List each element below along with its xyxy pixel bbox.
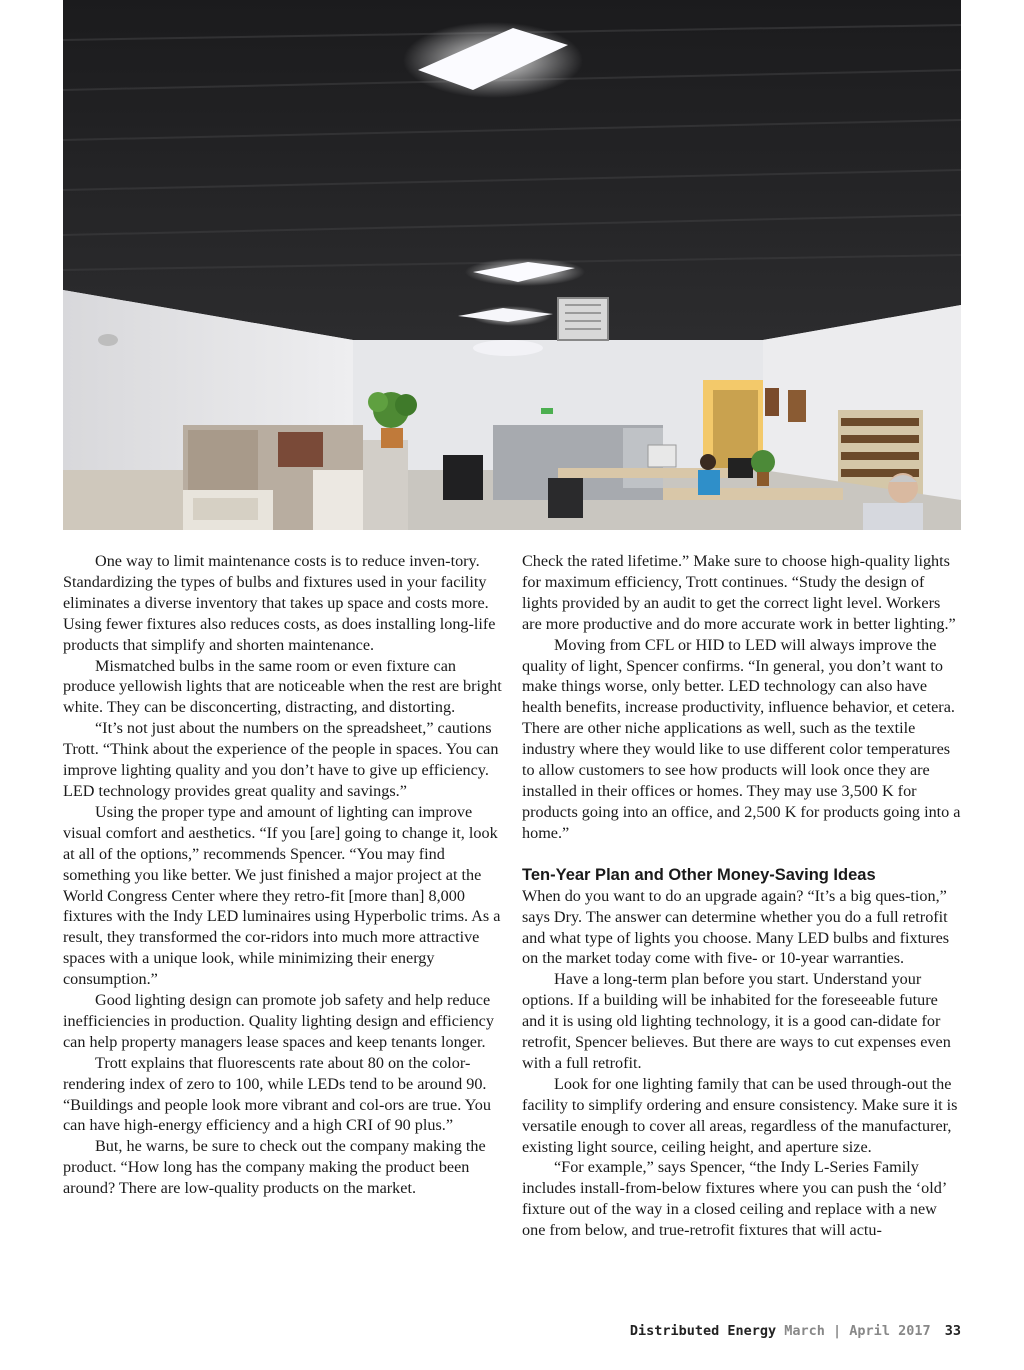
body-paragraph: Good lighting design can promote job safety and help reduce inefficiencies in production. Quality lighting design and efficiency can help property managers lease spaces and keep tenants longer. xyxy=(63,991,494,1051)
body-paragraph: Check the rated lifetime.” Make sure to choose high-quality lights for maximum efficiency, Trott continues. “Study the design of lights provided by an audit to get the correct light level. Workers are more productive and do more accurate work in better lighting.” xyxy=(522,552,956,633)
body-paragraph: Trott explains that fluorescents rate about 80 on the color-rendering index of zero to 100, while LEDs tend to be around 90. “Buildings and people look more vibrant and col-ors are true. You can have high-energy efficiency and a high CRI of 90 plus.” xyxy=(63,1053,491,1135)
right-text-column xyxy=(522,551,962,1241)
body-paragraph: But, he warns, be sure to check out the company making the product. “How long has the company making the product been around? There are low-quality products on the market. xyxy=(63,1137,486,1198)
body-paragraph: Using the proper type and amount of lighting can improve visual comfort and aesthetics. “If you [are] going to change it, look at all of the options,” recommends Spencer. “You may find something you like better. We just finished a major project at the World Congress Center where they retro-fit [more than] 8,000 fixtures with the Indy LED luminaires using Hyperbolic trims. As a result, they transformed the cor-ridors into much more attractive spaces with a unique look, while minimizing their energy consumption.” xyxy=(63,802,501,989)
body-paragraph: Have a long-term plan before you start. Understand your options. If a building will be inhabited for the foreseeable future and it is using old lighting technology, it is a good can-didate for retrofit, Spencer believes. But there are ways to cut expenses even with a full retrofit. xyxy=(522,970,951,1072)
body-paragraph: “For example,” says Spencer, “the Indy L-Series Family includes install-from-below fixtures where you can push the ‘old’ fixture out of the way in a closed ceiling and replace with a new one from below, and true-retrofit fixtures that will actu- xyxy=(522,1158,947,1240)
page-footer xyxy=(630,1323,961,1339)
body-paragraph: When do you want to do an upgrade again? “It’s a big ques-tion,” says Dry. The answer can determine whether you do a full retrofit and what type of lights you choose. Many LED bulbs and fixtures on the market today come with five- or 10-year warranties. xyxy=(522,886,950,968)
left-text-column xyxy=(63,551,503,1199)
issue-date: March | April 2017 xyxy=(784,1323,931,1339)
page-number: 33 xyxy=(944,1323,961,1339)
body-paragraph: Moving from CFL or HID to LED will always improve the quality of light, Spencer confirms. “In general, you don’t want to make things worse, only better. LED technology can also have health benefits, increase productivity, influence behavior, et cetera. There are other niche applications as well, such as the textile industry where they would like to use different color temperatures to allow customers to see how products will look once they are installed in their offices or homes. They may use 3,500 K for products going into an office, and 2,500 K for products going into a home.” xyxy=(522,635,961,842)
body-paragraph: Look for one lighting family that can be used through-out the facility to simplify ordering and ensure consistency. Make sure it is versatile enough to cover all areas, regardless of the manufacturer, existing light source, ceiling height, and aperture size. xyxy=(522,1074,958,1156)
body-paragraph: One way to limit maintenance costs is to reduce inven-tory. Standardizing the types of bulbs and fixtures used in your facility eliminates a diverse inventory that takes up space and costs more. Using fewer fixtures also reduces costs, as does installing long-life products that simplify and shorten maintenance. xyxy=(63,552,496,654)
section-heading: Ten-Year Plan and Other Money-Saving Ideas xyxy=(522,865,876,884)
body-paragraph: “It’s not just about the numbers on the spreadsheet,” cautions Trott. “Think about the experience of the people in spaces. You can improve lighting quality and you don’t have to give up efficiency. LED technology provides great quality and savings.” xyxy=(63,719,499,800)
office-interior-photo xyxy=(63,0,961,530)
publication-name: Distributed Energy xyxy=(629,1323,777,1339)
body-paragraph: Mismatched bulbs in the same room or even fixture can produce yellowish lights that are noticeable when the rest are bright white. They can be disconcerting, distracting, and distorting. xyxy=(63,656,502,717)
